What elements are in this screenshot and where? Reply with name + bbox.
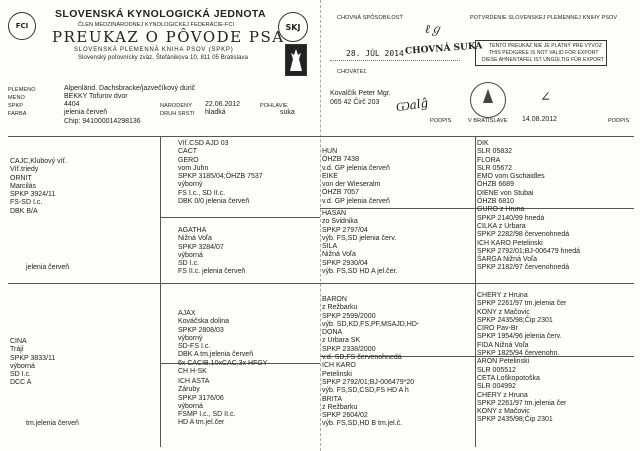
signature-official: ∠ [540,90,551,105]
ggp-line: Nižná Voľa [322,251,356,259]
gp-line: AGATHA [178,227,207,234]
ggp-line: z Režbarku [322,403,358,411]
export-note-2: THIS PEDIGREE IS NOT VALID FOR EXPORT [489,50,599,56]
ggp-line: DONA [322,329,343,337]
ggp-line: SPKP 2797/04 [322,226,368,234]
signature-label: PODPIS [430,118,452,124]
parent-dam-line: Trájí [10,346,24,354]
grid-q1-line [160,217,320,218]
breeder-date: 28. JÚL 2014 [346,49,404,58]
gg-grandparents-2 [477,292,566,425]
gp-line: Víť.CSD AJD 03 [178,140,229,147]
gggp-line: CHERY z Hruna [477,292,528,299]
parent-sire-line: Víť.triedy [10,166,39,174]
ggp-line: ÖHZB 7057 [322,189,359,197]
gp-line: SPKP 3284/07 [178,243,224,251]
ggp-line: v.d. GP jelenia červeň [322,164,390,172]
handwritten-mark: ℓℊ [425,22,442,36]
birth-value: 22.06.2012 [205,101,241,108]
official-stamp [470,82,506,118]
parent-dam-line: DCC A [10,379,32,387]
name-label: MENO [8,95,25,101]
parent-dam-line: SD I.c. [10,371,32,379]
gp-line: DBK 0/0 jelenia červeň [178,198,250,206]
gp-line: výborný [178,334,203,342]
gggp-line: SLR 05672 [477,164,513,172]
ggp-line: výb. FS,SD HD A jel.čer. [322,268,398,276]
gggp-line: SPKP 2261/97 tm.jelenia čer [477,300,567,308]
ggp-line: SPKP 2338/2000 [322,345,376,353]
coat-value: hladká [205,109,226,116]
gp-line: 6x CACIB,10xCAC,3x HFGY [178,359,268,367]
skj-logo [278,12,308,42]
page-title: PREUKAZ O PÔVODE PSA [52,28,285,46]
coat-label: DRUH SRSTI [160,111,195,117]
gggp-line: SPKP 2435/98;Čip 2301 [477,316,553,324]
birth-label: NARODENÝ [160,103,192,109]
gggp-line: SPKP 2282/98 červenohnedá [477,231,570,239]
ggp-line: ÖHZB 7438 [322,156,359,164]
gggp-line: ARON Petelinski [477,358,530,366]
fold-line [320,0,321,451]
gp-line: SPKP 3185/04;ÖHZB 7537 [178,173,263,181]
ggp-line: SPKP 2792/01;BJ-006479*20 [322,378,415,386]
breed-value: Alpenländ. Dachsbracke/jazvečíkový durič [64,85,196,92]
skj-logo-text: SKJ [285,22,301,32]
gggp-line: CILKA z Urbara [477,222,526,230]
grid-top-line [8,136,634,137]
ggp-line: EIKE [322,172,338,180]
gp-line: GERO [178,156,199,164]
gp-line: FSMP I.c., SD II.c. [178,411,236,419]
org-name: SLOVENSKÁ KYNOLOGICKÁ JEDNOTA [55,8,266,20]
ggp-line: SILA [322,243,338,251]
spkp-value: 4404 [64,101,80,108]
gp-line: Nižná Voľa [178,235,212,243]
city-date: 14.08.2012 [522,116,558,123]
confirm-label: POTVRDENIE SLOVENSKEJ PLEMENNEJ KNIHY PSOV [470,15,618,21]
gggp-line: SPKP 1825/94 červenohn. [477,350,560,358]
breeder-line [330,60,460,61]
gp-line: DBK A tm.jelenia červeň [178,351,254,359]
gp-line: CACT [178,148,198,156]
gg-grandparents-1 [477,140,580,273]
ggp-line: von der Wieseralm [322,181,381,189]
gp-line: SPKP 2808/03 [178,326,224,334]
gp-line: výborná [178,251,203,259]
parent-dam-color: tm.jelenia červeň [26,420,79,427]
parent-sire-line: Marcilás [10,182,37,190]
gggp-line: ICH KARO Petelinski [477,239,543,247]
gggp-line: FIDA Nižná Voľa [477,341,529,349]
parent-sire-color: jelenia červeň [26,264,70,271]
gggp-line: KONY z Mačovic [477,308,530,316]
gp-line: vom Juhn [178,164,209,172]
grandparent-dam-sire [178,310,267,376]
grandparent-dam-dam [178,378,235,428]
gggp-line: CIRO Pav-Br [477,325,518,333]
signature-label-2: PODPIS [608,118,630,124]
gggp-line: SPKP 2435/98;Čip 2301 [477,416,553,424]
gggp-line: DIENE von Stubai [477,189,534,197]
great-grandparent-3 [322,296,419,429]
ggp-line: HUN [322,148,338,155]
ggp-line: SPKP 2930/04 [322,259,368,267]
gp-line: FS I.c., SD II.c. [178,189,226,197]
parent-dam-line: SPKP 3833/11 [10,354,56,362]
ggp-line: SPKP 2604/02 [322,412,368,420]
gggp-line: GURO z Hruna [477,206,525,214]
gggp-line: DIK [477,140,489,147]
fci-logo [8,12,36,40]
gggp-line: ÖHZB 6689 [477,181,514,189]
gggp-line: EMO vom Gschaidles [477,173,545,181]
gp-line: AJAX [178,310,196,317]
parent-sire-line: FS-SD I.c. [10,199,43,207]
ggp-line: z Urbara SK [322,337,361,345]
ggp-line: výb. FS,SD,CSD,FS HD A h [322,387,409,395]
parent-dam-line: CINA [10,338,27,345]
color-label: FARBA [8,111,27,117]
ggp-line: ICH KARO [322,362,356,370]
breeder-label: CHOVNÁ SPÔSOBILOSŤ [337,15,403,21]
gggp-line: ÖHZB 6810 [477,198,514,206]
breed-label: PLEMENO [8,87,36,93]
breeder-stamp: CHOVNÁ SUKA [404,41,483,57]
gp-line: SD-FS I.c. [178,343,211,351]
ggp-line: z Režbarku [322,304,358,312]
ggp-line: HASAN [322,210,347,217]
ggp-line: BARON [322,296,347,303]
sex-value: suka [280,109,295,116]
export-note-1: TENTO PREUKAZ NIE JE PLATNÝ PRE VÝVOZ [489,43,602,49]
gp-line: výborná [178,402,203,410]
gggp-line: SLR 05832 [477,148,513,156]
parent-sire-line: DBK B/A [10,207,38,215]
ggp-line: v.d. GP jelenia červeň [322,197,390,205]
ggp-line: výb. FS,SD,HD B tm.jel.č. [322,420,403,428]
grandparent-sire-sire [178,140,263,206]
parent-sire-line: ORNIT [10,174,32,182]
grid-col1-line [160,136,161,447]
gp-line: Záruby [178,386,200,394]
ggp-line: v.d. SD,FS červenohnedá [322,354,402,362]
parent-sire-line: SPKP 3924/11 [10,191,56,199]
color-value: jelenia červeň [64,109,108,116]
great-grandparent-1 [322,148,390,206]
export-note-box [475,40,607,66]
parent-dam-line: výborná [10,362,35,370]
ggp-line: Petelinski [322,370,352,378]
gp-line: SD I.c. [178,260,200,268]
gp-line: CH H-SK [178,368,207,376]
city-label: V BRATISLAVE [468,118,508,124]
spkp-label: SPKP [8,103,24,109]
ggp-line: SPKP 2599/2000 [322,312,376,320]
owner-address: 065 42 Čirč 203 [330,99,380,106]
gggp-line: SPKP 2261/97 tm.jelenia čer [477,399,567,407]
gp-line: SPKP 3176/06 [178,394,224,402]
gp-line: ICH ASTA [178,378,210,385]
gggp-line: ŠARGA Nižná Voľa [477,256,538,264]
gggp-line: SPKP 1954/96 jelenia červ. [477,333,562,341]
address: Slovenský poľovnícky zväz, Štefánikova 10, 811 05 Bratislava [78,55,249,61]
gggp-line: KONY z Mačovic [477,408,530,416]
signature-owner: Ѡalĝ [395,95,430,115]
org-sub: ČLEN MEDZINÁRODNEJ KYNOLOGICKEJ FEDERÁCIE-FCI [78,22,235,28]
ggp-line: zo Svidnika [322,218,358,226]
gggp-line: SLR 005512 [477,366,516,374]
parent-sire [10,158,67,216]
gggp-line: SLR 004992 [477,383,516,391]
owner-name: Kovalčík Peter Mgr. [330,90,391,97]
spkp-emblem [285,44,307,76]
grandparent-sire-dam [178,227,245,277]
gp-line: výborný [178,181,203,189]
gp-line: FS II.c. jelenia červeň [178,268,246,276]
sex-label: POHLAVIE [260,103,288,109]
subtitle: SLOVENSKÁ PLEMENNÁ KNIHA PSOV (SPKP) [74,47,234,53]
parent-sire-line: CAJC,Klubový víť. [10,158,68,165]
gggp-line: FLORA [477,156,501,164]
great-grandparent-2 [322,210,397,276]
gggp-line: CETA Loškopotoška [477,374,540,382]
ggp-line: výb. SD,KD,FS,PF,MSAJD,HD- [322,320,420,328]
gggp-line: SPKP 2182/97 červenohnedá [477,264,570,272]
fci-logo-text: FCI [15,22,29,30]
ggp-line: BRITA [322,395,343,403]
gp-line: HD A tm.jel.čer [178,419,225,427]
grid-mid-line [8,283,634,284]
gggp-line: SPKP 2140/99 hnedá [477,214,545,222]
grid-col3-line [475,136,476,447]
export-note-3: DIESE AHNENTAFEL IST UNGÜLTIG FÜR EXPORT [482,57,605,63]
owner-label: CHOVATEĽ [337,69,367,75]
name-value: BEKKY Tofurov dvor [64,93,128,100]
gggp-line: SPKP 2792/01;BJ-006479 hnedá [477,247,581,255]
gggp-line: CHERY z Hruna [477,391,528,399]
gp-line: Kováčska dolina [178,318,229,326]
chip-value: Chip: 941000014298136 [64,118,141,125]
parent-dam [10,338,55,388]
ggp-line: výb. FS,SD jelenia červ. [322,234,397,242]
